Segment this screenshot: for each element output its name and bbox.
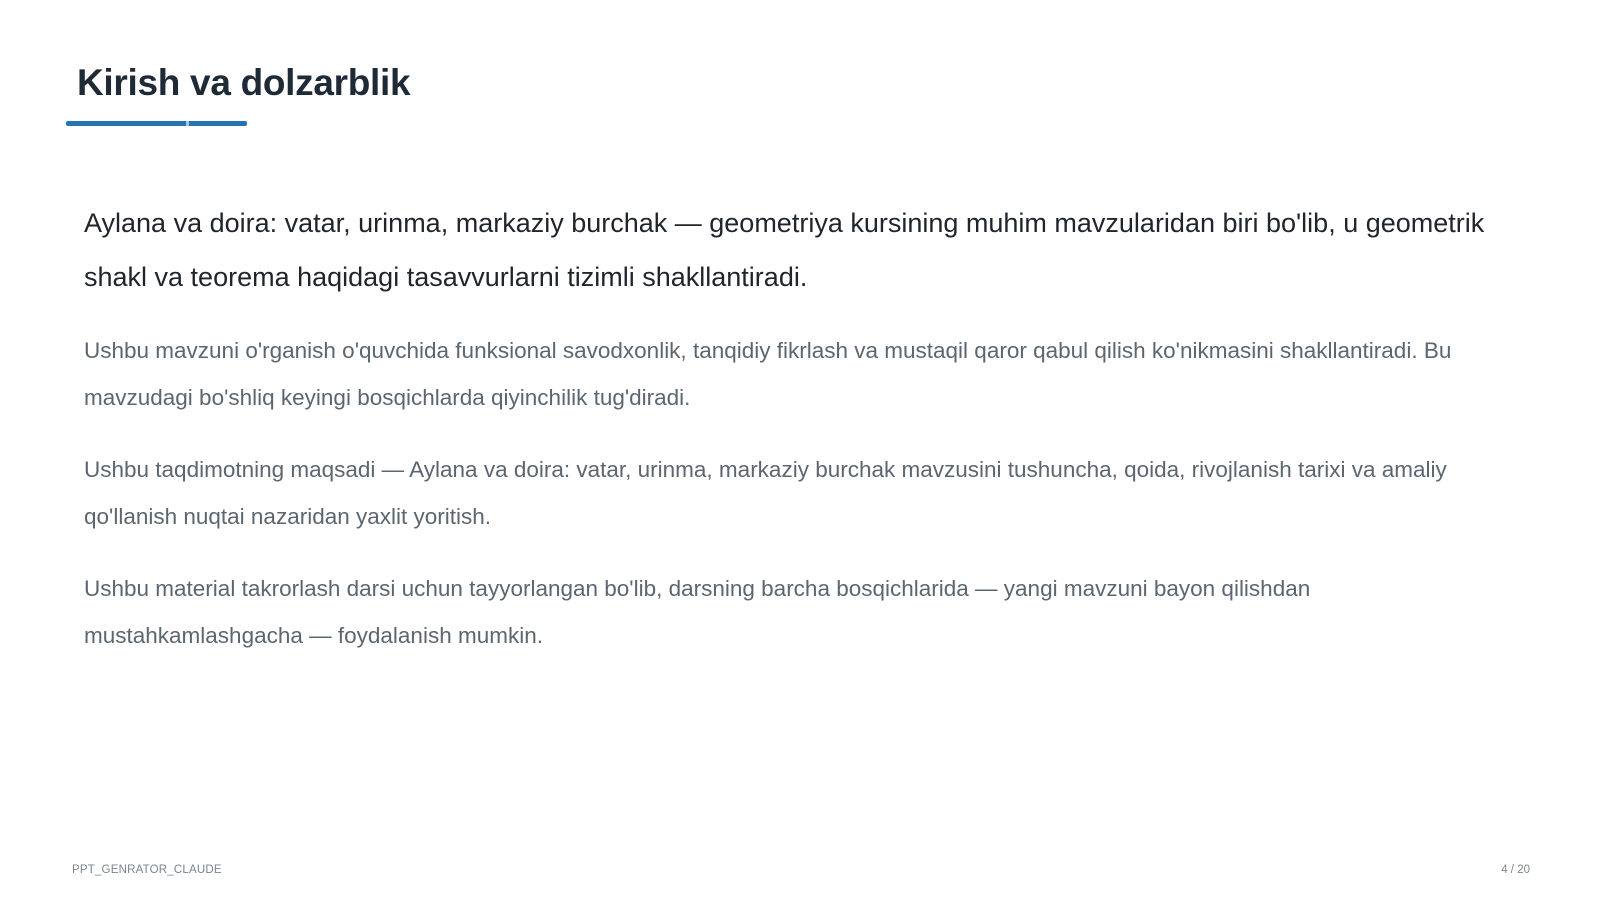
body-paragraph-2: Ushbu taqdimotning maqsadi — Aylana va doira: vatar, urinma, markaziy burchak mavzusini tushuncha, qoida, rivojlanish tarixi va amaliy qo'llanish nuqtai nazaridan yaxlit yoritish. (84, 457, 1447, 529)
lead-paragraph: Aylana va doira: vatar, urinma, markaziy burchak — geometriya kursining muhim mavzularidan biri bo'lib, u geometrik shakl va teorema haqidagi tasavvurlarni tizimli shakllantiradi. (84, 208, 1485, 292)
footer-brand: PPT_GENRATOR_CLAUDE (72, 864, 222, 876)
title-underline (66, 121, 247, 126)
body-paragraph-1: Ushbu mavzuni o'rganish o'quvchida funksional savodxonlik, tanqidiy fikrlash va mustaqil qaror qabul qilish ko'nikmasini shakllantiradi. Bu mavzudagi bo'shliq keyingi bosqichlarda qiyinchilik tug'diradi. (84, 338, 1452, 410)
slide-title: Kirish va dolzarblik (77, 62, 411, 103)
slide-content (84, 196, 1504, 659)
page-number: 4 / 20 (1501, 864, 1530, 876)
body-paragraph-3: Ushbu material takrorlash darsi uchun tayyorlangan bo'lib, darsning barcha bosqichlarida — yangi mavzuni bayon qilishdan mustahkamlashgacha — foydalanish mumkin. (84, 576, 1311, 648)
